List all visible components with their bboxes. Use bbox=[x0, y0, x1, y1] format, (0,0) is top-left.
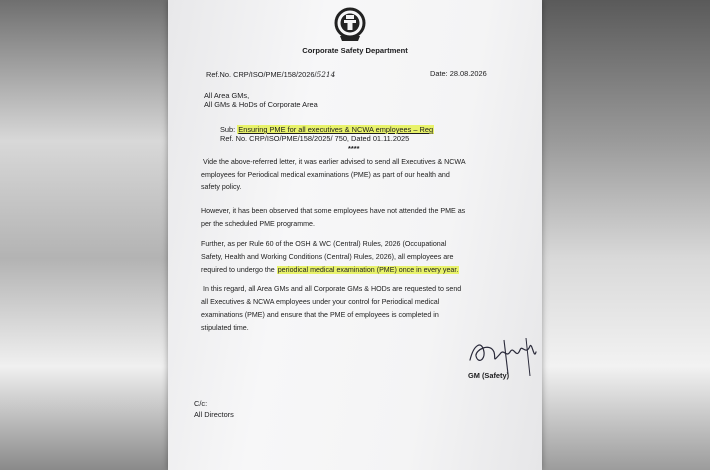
para3-line-last bbox=[201, 266, 459, 275]
para3-line: Safety, Health and Working Conditions (Central) Rules, 2026), all employees are bbox=[201, 253, 454, 261]
recipient-line-1: All Area GMs, bbox=[204, 91, 250, 100]
reference-number-text: Ref.No. CRP/ISO/PME/158/2026/ bbox=[206, 70, 317, 79]
letter-page bbox=[168, 0, 542, 470]
letter-date: Date: 28.08.2026 bbox=[430, 69, 487, 78]
para4-line: all Executives & NCWA employees under your control for Periodical medical bbox=[201, 298, 440, 306]
subject-text: Ensuring PME for all executives & NCWA employees – Reg bbox=[238, 125, 434, 134]
para3-line: Further, as per Rule 60 of the OSH & WC (Central) Rules, 2026 (Occupational bbox=[201, 240, 447, 248]
recipient-line-2: All GMs & HoDs of Corporate Area bbox=[204, 100, 318, 109]
background-right bbox=[542, 0, 710, 470]
para4-line: stipulated time. bbox=[201, 324, 249, 332]
para4-line: examinations (PME) and ensure that the PME of employees is completed in bbox=[201, 311, 439, 319]
para3-last-prefix: required to undergo the bbox=[201, 266, 277, 274]
subject-prefix: Sub: bbox=[220, 125, 236, 134]
subject-line bbox=[220, 125, 434, 134]
cc-recipient: All Directors bbox=[194, 410, 234, 419]
para2-line: per the scheduled PME programme. bbox=[201, 220, 315, 228]
para4-line: In this regard, all Area GMs and all Corporate GMs & HODs are requested to send bbox=[203, 285, 462, 293]
reference-line: Ref. No. CRP/ISO/PME/158/2025/ 750, Dated 01.11.2025 bbox=[220, 134, 410, 143]
para2-line: However, it has been observed that some employees have not attended the PME as bbox=[201, 207, 466, 215]
company-emblem-icon bbox=[332, 6, 368, 44]
reference-number bbox=[206, 70, 335, 79]
background-left bbox=[0, 0, 168, 470]
cc-label: C/c: bbox=[194, 399, 208, 408]
signatory-title: GM (Safety) bbox=[468, 371, 510, 380]
para1-line: safety policy. bbox=[201, 183, 242, 191]
reference-handwritten: 5214 bbox=[316, 70, 336, 79]
department-heading: Corporate Safety Department bbox=[302, 46, 408, 55]
separator-stars: **** bbox=[348, 144, 360, 153]
para1-line: Vide the above-referred letter, it was earlier advised to send all Executives & NCWA bbox=[203, 158, 466, 166]
para1-line: employees for Periodical medical examinations (PME) as part of our health and bbox=[201, 171, 450, 179]
para3-highlight: periodical medical examination (PME) once in every year. bbox=[277, 266, 459, 274]
